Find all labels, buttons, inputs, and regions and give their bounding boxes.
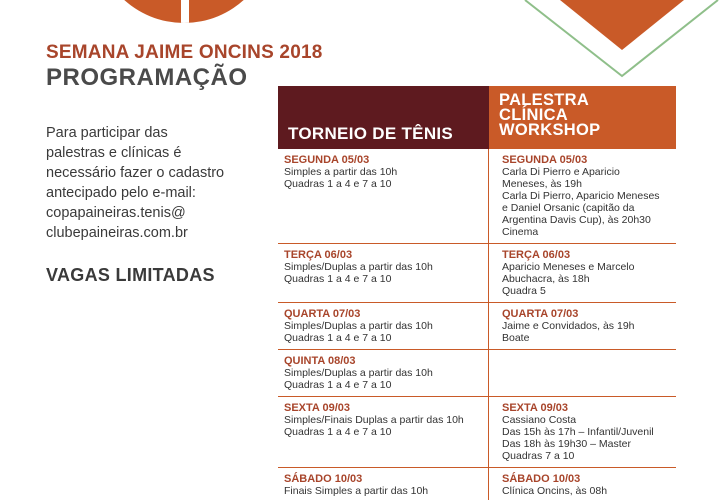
- cell-line: Aparicio Meneses e Marcelo: [502, 261, 635, 273]
- cell-line: Boate: [502, 332, 530, 344]
- cell-line: Simples/Finais Duplas a partir das 10h: [284, 414, 464, 426]
- header-tournament: [278, 86, 489, 149]
- lecture-cell: [489, 397, 676, 467]
- header-lectures-line: CLÍNICA: [499, 106, 569, 124]
- intro-text: [46, 123, 266, 243]
- intro-email-line: clubepaineiras.com.br: [46, 225, 188, 241]
- cell-line: Quadras 1 a 4 e 7 a 10: [284, 379, 392, 391]
- cell-line: Cassiano Costa: [502, 414, 577, 426]
- header-lectures: [489, 86, 676, 149]
- table-row: [278, 350, 676, 397]
- cell-line: Quadras 1 a 4 e 7 a 10: [284, 273, 392, 285]
- intro-line: palestras e clínicas é: [46, 145, 182, 161]
- cell-line: e Daniel Orsanic (capitão da: [502, 202, 635, 214]
- event-subtitle: SEMANA JAIME ONCINS 2018: [46, 42, 323, 63]
- lecture-cell: [489, 303, 676, 349]
- day-label: SEXTA 09/03: [502, 402, 569, 414]
- cell-line: Quadras 1 a 4 e 7 a 10: [284, 178, 392, 190]
- lecture-cell: [489, 244, 676, 302]
- cell-line: Simples/Duplas a partir das 10h: [284, 367, 433, 379]
- table-row: [278, 397, 676, 468]
- table-row: [278, 244, 676, 303]
- lecture-cell: [489, 468, 676, 500]
- cell-line: Das 15h às 17h – Infantil/Juvenil: [502, 426, 654, 438]
- cell-line: Argentina Davis Cup), às 20h30: [502, 214, 651, 226]
- intro-email-line: copapaineiras.tenis@: [46, 205, 186, 221]
- intro-line: Para participar das: [46, 125, 168, 141]
- table-row: [278, 149, 676, 244]
- header-lectures-line: WORKSHOP: [499, 121, 601, 139]
- tournament-cell: [278, 149, 489, 243]
- cell-line: Meneses, às 19h: [502, 178, 582, 190]
- limited-spots-notice: VAGAS LIMITADAS: [46, 265, 215, 285]
- day-label: QUINTA 08/03: [284, 355, 356, 367]
- cell-line: Carla Di Pierro, Aparicio Meneses: [502, 190, 660, 202]
- table-row: [278, 468, 676, 500]
- tournament-cell: [278, 468, 489, 500]
- day-label: SEGUNDA 05/03: [284, 154, 370, 166]
- cell-line: Clínica Oncins, às 08h: [502, 485, 608, 497]
- header-tournament-label: TORNEIO DE TÊNIS: [288, 124, 454, 143]
- day-label: TERÇA 06/03: [502, 249, 571, 261]
- cell-line: Simples/Duplas a partir das 10h: [284, 320, 433, 332]
- day-label: TERÇA 06/03: [284, 249, 353, 261]
- cell-line: Quadra 5: [502, 285, 546, 297]
- tournament-cell: [278, 303, 489, 349]
- cell-line: Simples a partir das 10h: [284, 166, 398, 178]
- day-label: QUARTA 07/03: [284, 308, 361, 320]
- cell-line: Cinema: [502, 226, 539, 238]
- cell-line: Abuchacra, às 18h: [502, 273, 590, 285]
- cell-line: Quadras 7 a 10: [502, 450, 575, 462]
- tournament-cell: [278, 350, 489, 396]
- day-label: SEXTA 09/03: [284, 402, 351, 414]
- tournament-cell: [278, 397, 489, 467]
- table-header: [278, 86, 676, 149]
- lecture-cell-empty: [489, 350, 676, 396]
- lecture-cell: [489, 149, 676, 243]
- day-label: SÁBADO 10/03: [284, 473, 363, 485]
- day-label: SEGUNDA 05/03: [502, 154, 588, 166]
- cell-line: Quadras 1 a 4 e 7 a 10: [284, 332, 392, 344]
- schedule-table: [278, 86, 676, 500]
- cell-line: Jaime e Convidados, às 19h: [502, 320, 635, 332]
- header-lectures-line: PALESTRA: [499, 91, 590, 109]
- cell-line: Carla Di Pierro e Aparicio: [502, 166, 620, 178]
- intro-line: antecipado pelo e-mail:: [46, 185, 196, 201]
- tournament-cell: [278, 244, 489, 302]
- page-title: PROGRAMAÇÃO: [46, 64, 248, 91]
- cell-line: Quadras 1 a 4 e 7 a 10: [284, 426, 392, 438]
- intro-line: necessário fazer o cadastro: [46, 165, 225, 181]
- table-row: [278, 303, 676, 350]
- day-label: QUARTA 07/03: [502, 308, 579, 320]
- cell-line: Simples/Duplas a partir das 10h: [284, 261, 433, 273]
- day-label: SÁBADO 10/03: [502, 473, 581, 485]
- cell-line: Finais Simples a partir das 10h: [284, 485, 429, 497]
- cell-line: Das 18h às 19h30 – Master: [502, 438, 631, 450]
